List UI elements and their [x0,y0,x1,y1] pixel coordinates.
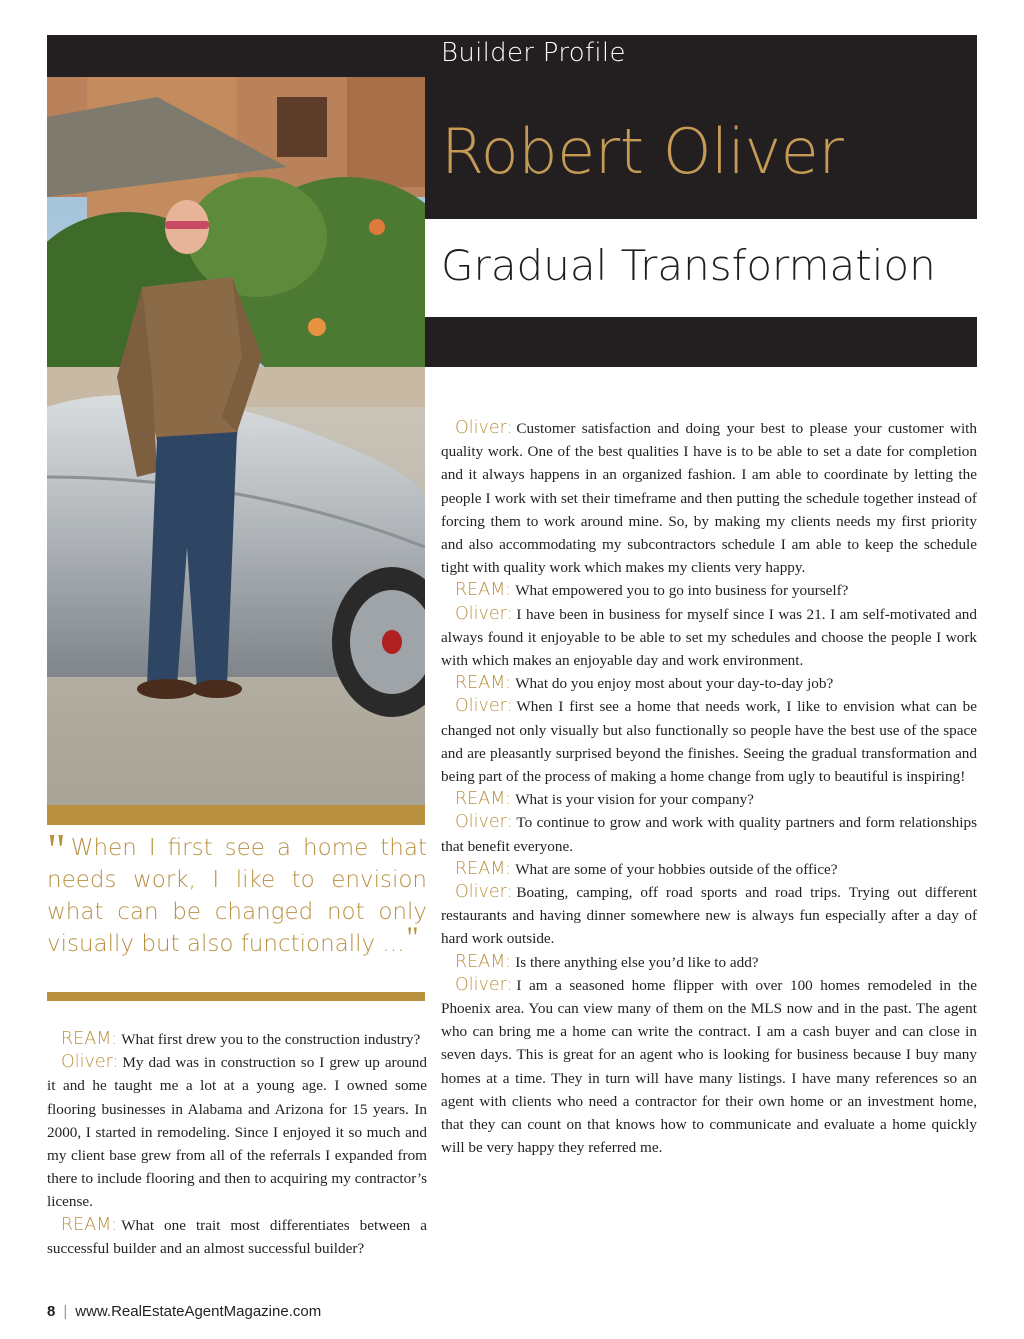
paragraph-text: I have been in business for myself since I was 21. I am self-motivated and always found it enjoyable to be able to set my schedules and choose the people I work with which makes an enjoyable day and work environment. [441,605,977,670]
speaker-label: Oliver: [455,696,513,717]
qa-paragraph [441,672,977,695]
paragraph-text: To continue to grow and work with quality partners and form relationships that benefit everyone. [441,814,977,855]
qa-paragraph [441,695,977,788]
article-headline: Gradual Transformation [441,241,936,290]
speaker-label: Oliver: [455,812,513,833]
profile-name: Robert Oliver [441,115,844,188]
paragraph-text: Customer satisfaction and doing your best to please your customer with quality work. One of the best qualities I have is to be able to set a date for completion and it always happens in an organized fashion. I am able to coordinate by letting the people I work with set their timeframe and then putting the schedule together instead of forcing them to work around mine. So, by making my clients needs my first priority and also accommodating my subcontractors schedule I am able to keep the schedule tight with quality work which makes my clients very happy. [441,420,977,577]
qa-paragraph [441,881,977,951]
speaker-label: REAM: [61,1214,118,1235]
open-quote-mark: " [47,824,63,875]
photo-underline [47,805,425,825]
qa-paragraph [441,603,977,673]
page-footer [47,1303,321,1320]
paragraph-text: What are some of your hobbies outside of the office? [515,860,838,878]
paragraph-text: I am a seasoned home flipper with over 100 homes remodeled in the Phoenix area. You can view many of them on the MLS now and in the past. The agent who can bring me a home can write the contract. I am a cash buyer and can close in seven days. This is great for an agent who is looking for business because I buy many homes at a time. They in turn will have many listings. I have many references so an agent with clients who need a contractor for their own home or an investment home, that they can count on that knows how to communicate and evaluate a home quickly will be very happy they referred me. [441,976,977,1157]
speaker-label: REAM: [455,789,512,810]
qa-paragraph [47,1051,427,1213]
qa-paragraph [441,858,977,881]
paragraph-text: Boating, camping, off road sports and road trips. Trying out different restaurants and having dinner somewhere new is always fun especially after a day of hard work outside. [441,884,977,948]
paragraph-text: When I first see a home that needs work, I like to envision what can be changed not only visually but also functionally so people have the best use of the space and are pleasantly surprised beyond the finishes. Seeing the gradual transformation and being part of the process of making a home change from ugly to beautiful is inspiring! [441,698,977,786]
speaker-label: Oliver: [455,882,513,903]
website-link[interactable]: www.RealEstateAgentMagazine.com [75,1303,322,1320]
left-column [47,1028,427,1260]
page-number: 8 [47,1303,56,1320]
qa-paragraph [441,788,977,811]
qa-paragraph [441,579,977,602]
paragraph-text: What do you enjoy most about your day-to-day job? [515,675,834,693]
qa-paragraph [441,951,977,974]
speaker-label: Oliver: [455,974,513,995]
paragraph-text: What first drew you to the construction industry? [121,1031,421,1048]
pull-quote-text: When I first see a home that needs work, I like to envision what can be changed not only visually but also functionally ... [47,835,427,957]
paragraph-text: My dad was in construction so I grew up around it and he taught me a lot at a young age. I owned some flooring businesses in Alabama and Arizona for 15 years. In 2000, I started in remodeling. Since I enjoyed it so much and my client base grew from all of the referrals I expanded from there to include flooring and then to acquiring my contractor’s license. [47,1054,427,1211]
paragraph-text: What empowered you to go into business for yourself? [515,582,849,600]
qa-paragraph [441,811,977,857]
speaker-label: Oliver: [455,603,513,624]
section-label: Builder Profile [441,38,626,68]
speaker-label: REAM: [61,1029,118,1049]
speaker-label: REAM: [455,580,512,601]
profile-photo [47,77,425,805]
pull-quote-rule [47,992,425,1001]
qa-paragraph [441,974,977,1160]
speaker-label: Oliver: [455,418,513,438]
paragraph-text: Is there anything else you’d like to add? [515,953,759,971]
speaker-label: Oliver: [61,1052,119,1073]
footer-separator: | [63,1303,68,1320]
speaker-label: REAM: [455,951,512,972]
qa-paragraph [441,417,977,579]
paragraph-text: What one trait most differentiates between a successful builder and an almost successful builder? [47,1216,427,1257]
paragraph-text: What is your vision for your company? [515,791,754,809]
speaker-label: REAM: [455,858,512,879]
headline-underbar [425,317,977,367]
qa-paragraph [47,1028,427,1051]
pull-quote [47,824,427,960]
speaker-label: REAM: [455,673,512,694]
close-quote-mark: " [406,921,416,954]
right-column [441,417,977,1160]
qa-paragraph [47,1214,427,1260]
